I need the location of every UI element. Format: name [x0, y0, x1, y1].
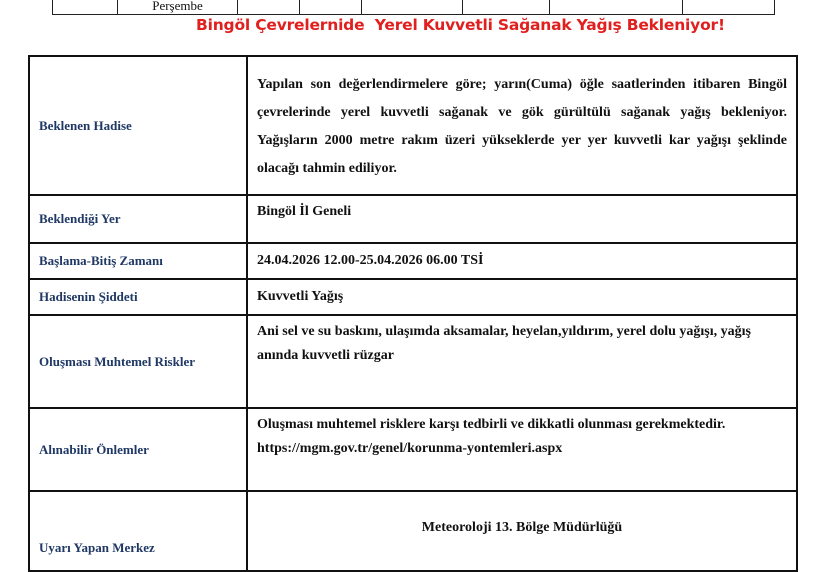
- value-severity: Kuvvetli Yağış: [247, 279, 797, 315]
- label-time: Başlama-Bitiş Zamanı: [29, 243, 247, 279]
- table-row-location: [29, 195, 797, 243]
- precautions-link[interactable]: https://mgm.gov.tr/genel/korunma-yontemleri.aspx: [257, 441, 563, 456]
- value-location: Bingöl İl Geneli: [247, 195, 797, 243]
- value-risks: Ani sel ve su baskını, ulaşımda aksamalar, heyelan,yıldırım, yerel dolu yağışı, yağış anında kuvvetli rüzgar: [247, 315, 797, 408]
- label-severity: Hadisenin Şiddeti: [29, 279, 247, 315]
- top-table-cell: [683, 0, 775, 15]
- value-precautions: [247, 408, 797, 491]
- precautions-text: Oluşması muhtemel risklere karşı tedbirli ve dikkatli olunması gerekmektedir.: [257, 417, 726, 432]
- previous-warning-table: [52, 0, 775, 15]
- top-table-cell: [550, 0, 683, 15]
- warning-title: Bingöl Çevrelernide Yerel Kuvvetli Sağanak Yağış Bekleniyor!: [196, 16, 725, 34]
- value-expected-event: Yapılan son değerlendirmelere göre; yarın(Cuma) öğle saatlerinden itibaren Bingöl çevrelerinde yerel kuvvetli sağanak ve gök gürültülü sağanak yağış bekleniyor. Yağışların 2000 metre rakım üzeri yükseklerde yer yer kuvvetli kar yağışı şeklinde olacağı tahmin ediliyor.: [247, 56, 797, 195]
- top-table-cell: [463, 0, 550, 15]
- table-row-risks: [29, 315, 797, 408]
- label-risks: Oluşması Muhtemel Riskler: [29, 315, 247, 408]
- table-row-time: [29, 243, 797, 279]
- table-row-severity: [29, 279, 797, 315]
- top-table-cell: [53, 0, 118, 15]
- table-row-precautions: [29, 408, 797, 491]
- warning-details-table: [28, 55, 798, 572]
- top-table-cell: [238, 0, 300, 15]
- top-table-cell: [300, 0, 362, 15]
- value-time: 24.04.2026 12.00-25.04.2026 06.00 TSİ: [247, 243, 797, 279]
- label-precautions: Alınabilir Önlemler: [29, 408, 247, 491]
- value-issuer: Meteoroloji 13. Bölge Müdürlüğü: [247, 491, 797, 571]
- label-expected-event: Beklenen Hadise: [29, 56, 247, 195]
- top-table-cell-day: Perşembe: [118, 0, 238, 15]
- table-row-issuer: [29, 491, 797, 571]
- label-issuer: Uyarı Yapan Merkez: [29, 491, 247, 571]
- label-location: Beklendiği Yer: [29, 195, 247, 243]
- top-table-cell: [362, 0, 463, 15]
- table-row-expected-event: [29, 56, 797, 195]
